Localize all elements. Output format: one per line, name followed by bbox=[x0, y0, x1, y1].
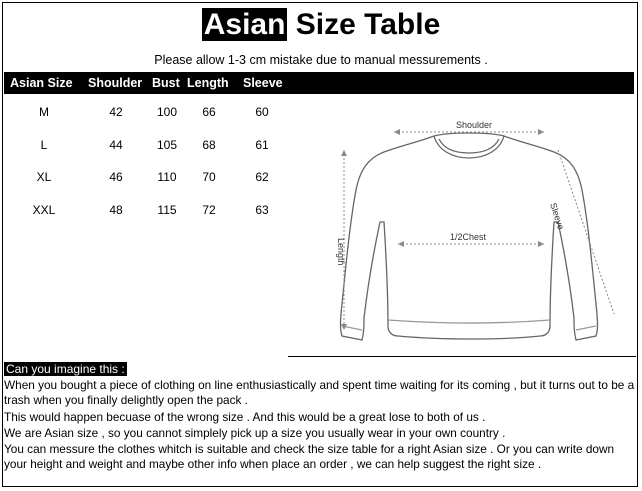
header-shoulder: Shoulder bbox=[88, 76, 143, 90]
header-bust: Bust bbox=[152, 76, 180, 90]
header-length: Length bbox=[187, 76, 229, 90]
table-row bbox=[0, 170, 300, 188]
cell-shoulder: 42 bbox=[109, 105, 123, 119]
notice-paragraph: When you bought a piece of clothing on line enthusiastically and spent time waiting for its coming , but it turns out to be a trash when you finally delightly open the pack . bbox=[4, 378, 635, 407]
notice-paragraph: We are Asian size , so you cannot simplely pick up a size you usually wear in your own country . bbox=[4, 426, 506, 440]
cell-sleeve: 62 bbox=[255, 170, 269, 184]
cell-length: 66 bbox=[202, 105, 216, 119]
cell-bust: 115 bbox=[157, 203, 177, 217]
cell-size: M bbox=[39, 105, 49, 119]
cell-length: 68 bbox=[202, 138, 216, 152]
cell-sleeve: 61 bbox=[255, 138, 269, 152]
header-asian-size: Asian Size bbox=[10, 76, 73, 90]
header-sleeve: Sleeve bbox=[243, 76, 283, 90]
table-row bbox=[0, 105, 300, 123]
divider bbox=[288, 356, 636, 357]
label-shoulder: Shoulder bbox=[456, 120, 493, 130]
table-row bbox=[0, 203, 300, 221]
shirt-measurement-diagram bbox=[322, 104, 620, 354]
cell-length: 72 bbox=[202, 203, 216, 217]
measurement-notice: Please allow 1-3 cm mistake due to manual messurements . bbox=[154, 53, 488, 67]
notice-paragraph: This would happen becuase of the wrong size . And this would be a great lose to both of us . bbox=[4, 410, 486, 424]
cell-shoulder: 48 bbox=[109, 203, 123, 217]
cell-size: XXL bbox=[32, 203, 56, 217]
cell-bust: 110 bbox=[157, 170, 177, 184]
label-length: Length bbox=[336, 238, 346, 266]
notice-paragraph: You can messure the clothes whitch is suitable and check the size table for a right Asian size . Or you can write down your height and weight and maybe other info when place an order , we can help suggest the right size . bbox=[4, 442, 615, 471]
cell-sleeve: 63 bbox=[255, 203, 269, 217]
notice-heading: Can you imagine this : bbox=[6, 362, 125, 376]
table-row bbox=[0, 138, 300, 156]
label-chest: 1/2Chest bbox=[450, 232, 487, 242]
cell-length: 70 bbox=[202, 170, 216, 184]
cell-bust: 100 bbox=[156, 105, 178, 119]
cell-shoulder: 46 bbox=[109, 170, 123, 184]
title-highlight: Asian bbox=[203, 8, 286, 41]
size-table-header bbox=[4, 72, 634, 94]
cell-size: XL bbox=[36, 170, 52, 184]
cell-bust: 105 bbox=[156, 138, 178, 152]
label-sleeve: Sleeve bbox=[548, 201, 567, 231]
cell-sleeve: 60 bbox=[255, 105, 269, 119]
cell-shoulder: 44 bbox=[109, 138, 123, 152]
page-title bbox=[0, 6, 642, 44]
cell-size: L bbox=[40, 138, 48, 152]
title-rest: Size Table bbox=[287, 8, 441, 41]
